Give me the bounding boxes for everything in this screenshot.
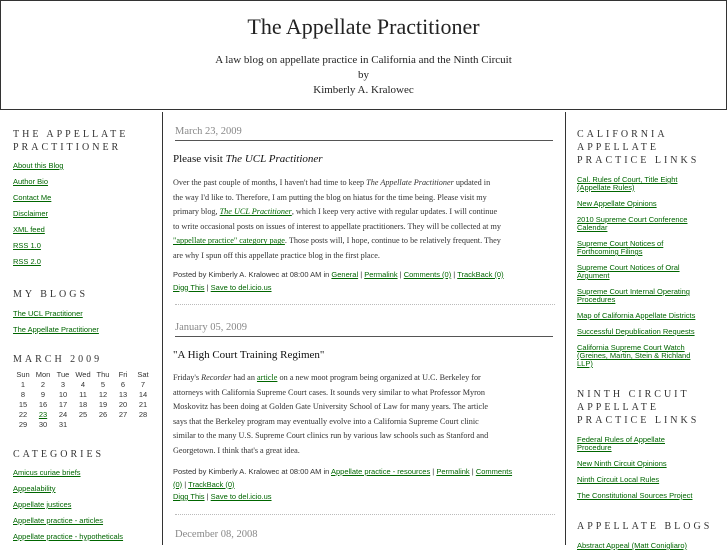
calendar-day: 22	[18, 409, 28, 419]
link-item[interactable]: Successful Depublication Requests	[577, 327, 695, 336]
sidebar-section-ninth-circuit-links	[577, 388, 719, 508]
post-category-link[interactable]: General	[331, 270, 359, 279]
calendar-day: 3	[60, 379, 66, 389]
post-footer: Posted by Kimberly A. Kralowec at 08:00 AM in General | Permalink | Comments (0) | TrackBack (0) Digg This | Save to del.icio.us	[173, 270, 504, 292]
sidebar-heading: APPELLATE BLOGS	[577, 521, 713, 532]
category-item[interactable]: Appealability	[13, 484, 56, 493]
post-separator	[175, 514, 555, 515]
link-item[interactable]: Supreme Court Internal Operating Procedures	[577, 287, 690, 304]
weekday: Sat	[137, 369, 149, 379]
weekday: Thu	[96, 369, 110, 379]
calendar-day: 15	[18, 399, 28, 409]
calendar-weekdays	[13, 369, 153, 379]
weekday: Fri	[118, 369, 128, 379]
calendar-day: 27	[118, 409, 128, 419]
sidebar-item-about[interactable]: About this Blog	[13, 161, 64, 170]
sidebar-section-categories	[13, 448, 153, 549]
sidebar-section-my-blogs	[13, 288, 153, 342]
post-footer: Posted by Kimberly A. Kralowec at 08:00 AM in Appellate practice - resources | Permalink | Comments (0) | TrackBack (0) Digg This | Save to del.icio.us	[173, 467, 513, 501]
calendar-title: MARCH 2009	[13, 354, 103, 365]
link-item[interactable]: Federal Rules of Appellate Procedure	[577, 435, 665, 452]
link-item[interactable]: The Constitutional Sources Project	[577, 491, 693, 500]
blog-tagline: A law blog on appellate practice in California and the Ninth Circuit	[215, 54, 512, 66]
post-category-link[interactable]: Appellate practice - resources	[331, 467, 431, 476]
sidebar-item-appellate-practitioner[interactable]: The Appellate Practitioner	[13, 325, 99, 334]
delicious-link[interactable]: Save to del.icio.us	[210, 282, 272, 292]
sidebar-section-appellate-practitioner	[13, 128, 153, 274]
calendar-day-link[interactable]: 23	[38, 409, 48, 419]
sidebar-item-contact[interactable]: Contact Me	[13, 193, 52, 202]
calendar-week	[13, 409, 153, 419]
post-title[interactable]: "A High Court Training Regimen"	[173, 349, 325, 361]
post-date: January 05, 2009	[175, 322, 553, 337]
calendar-day	[93, 419, 113, 429]
link-item[interactable]: New Ninth Circuit Opinions	[577, 459, 667, 468]
link-item[interactable]: Supreme Court Notices of Forthcoming Filings	[577, 239, 664, 256]
calendar-week	[13, 419, 153, 429]
calendar-day: 19	[98, 399, 108, 409]
sidebar-heading: NINTH CIRCUIT APPELLATE PRACTICE LINKS	[577, 389, 700, 426]
sidebar-heading: THE APPELLATE PRACTITIONER	[13, 129, 129, 153]
comments-link[interactable]: Comments	[475, 467, 513, 476]
link-item[interactable]: Ninth Circuit Local Rules	[577, 475, 660, 484]
blog-author: Kimberly A. Kralowec	[313, 84, 414, 96]
post-body: Friday's Recorder had an article on a new moot program being organized at U.C. Berkeley for attorneys with California Supreme Court cases. It sounds very similar to what Professor Myron Moskovitz has been doing at Golden Gate University School of Law for many years. The article says that the Berkeley program may eventually evolve into a California Supreme Court clinic similar to the many U.S. Supreme Court clinics run by various law schools such as Stanford and Georgetown. I think that's a great idea.	[173, 373, 489, 455]
digg-link[interactable]: Digg This	[173, 282, 205, 292]
sidebar-item-rss-1[interactable]: RSS 1.0	[13, 241, 41, 250]
calendar-day: 8	[20, 389, 26, 399]
calendar-day: 17	[58, 399, 68, 409]
calendar-day: 4	[80, 379, 86, 389]
calendar-day: 16	[38, 399, 48, 409]
main-content	[163, 112, 564, 545]
calendar-day: 2	[40, 379, 46, 389]
blog-title[interactable]: The Appellate Practitioner	[247, 14, 480, 39]
calendar-day: 31	[58, 419, 68, 429]
category-item[interactable]: Appellate practice - articles	[13, 516, 104, 525]
blog-by: by	[358, 69, 369, 81]
permalink[interactable]: Permalink	[436, 467, 470, 476]
blog-header	[0, 0, 727, 110]
post-separator	[175, 304, 555, 305]
calendar-day: 11	[79, 389, 87, 399]
calendar-day: 26	[98, 409, 108, 419]
digg-link[interactable]: Digg This	[173, 492, 205, 501]
calendar-day: 6	[120, 379, 126, 389]
calendar-day	[73, 419, 93, 429]
post-title[interactable]: Please visit The UCL Practitioner	[173, 153, 323, 165]
sidebar-section-california-links	[577, 128, 719, 376]
sidebar-item-disclaimer[interactable]: Disclaimer	[13, 209, 49, 218]
trackback-link[interactable]: TrackBack (0)	[457, 270, 504, 279]
calendar-day: 30	[38, 419, 48, 429]
category-item[interactable]: Amicus curiae briefs	[13, 468, 81, 477]
calendar-day: 21	[138, 399, 148, 409]
category-item[interactable]: Appellate justices	[13, 500, 72, 509]
weekday: Sun	[16, 369, 30, 379]
sidebar-section-appellate-blogs	[577, 520, 719, 550]
calendar-day: 28	[138, 409, 148, 419]
calendar-day: 24	[58, 409, 68, 419]
link-item[interactable]: California Supreme Court Watch (Greines, Martin, Stein & Richland LLP)	[577, 343, 691, 368]
calendar-day: 13	[118, 389, 128, 399]
calendar-week	[13, 379, 153, 389]
post-date: March 23, 2009	[175, 126, 553, 141]
article-link[interactable]: article	[256, 373, 278, 382]
trackback-link[interactable]: TrackBack (0)	[188, 479, 235, 489]
link-item[interactable]: Cal. Rules of Court, Title Eight (Appellate Rules)	[577, 175, 678, 192]
calendar-day: 18	[78, 399, 88, 409]
category-page-link[interactable]: "appellate practice" category page	[173, 236, 285, 246]
calendar-day: 10	[58, 389, 68, 399]
calendar-day: 7	[140, 379, 146, 389]
calendar-day	[113, 419, 133, 429]
sidebar-heading: CATEGORIES	[13, 449, 105, 460]
sidebar-heading: CALIFORNIA APPELLATE PRACTICE LINKS	[577, 129, 700, 166]
calendar-day	[133, 419, 153, 429]
sidebar-item-author-bio[interactable]: Author Bio	[13, 177, 49, 186]
sidebar-item-xml-feed[interactable]: XML feed	[13, 225, 45, 234]
calendar-day: 20	[118, 399, 128, 409]
calendar-day: 5	[100, 379, 106, 389]
link-item[interactable]: 2010 Supreme Court Conference Calendar	[577, 215, 688, 232]
link-item[interactable]: Supreme Court Notices of Oral Argument	[577, 263, 680, 280]
right-sidebar	[565, 112, 727, 550]
weekday: Tue	[56, 369, 70, 379]
sidebar-heading: MY BLOGS	[13, 289, 89, 300]
sidebar-item-rss-2[interactable]: RSS 2.0	[13, 257, 41, 266]
weekday: Mon	[35, 369, 51, 379]
post-body: Over the past couple of months, I haven't had time to keep The Appellate Practitioner updated in the way I'd like to. Therefore, I am putting the blog on hiatus for the time being. Please visit my primary blog, The UCL Practitioner, which I keep very active with regular updates. I will continue to write occasional posts on issues of interest to appellate practitioners. They will be collected at my "appellate practice" category page. Those posts will, I hope, continue to be relatively frequent. They are why I spun off this appellate practice blog in the first place.	[173, 178, 501, 260]
calendar-week	[13, 399, 153, 409]
blog-description	[1, 53, 726, 98]
comments-link[interactable]: Comments (0)	[403, 270, 452, 279]
comments-count-link[interactable]: (0)	[173, 479, 183, 489]
weekday: Wed	[75, 369, 91, 379]
calendar-day: 12	[98, 389, 108, 399]
calendar-day: 29	[18, 419, 28, 429]
ucl-practitioner-link[interactable]: The UCL Practitioner	[219, 207, 292, 217]
link-item[interactable]: Map of California Appellate Districts	[577, 311, 696, 320]
calendar-day: 14	[138, 389, 148, 399]
post-date: December 08, 2008	[175, 529, 258, 540]
permalink[interactable]: Permalink	[364, 270, 398, 279]
link-item[interactable]: New Appellate Opinions	[577, 199, 657, 208]
calendar-day: 9	[40, 389, 46, 399]
sidebar-item-ucl-practitioner[interactable]: The UCL Practitioner	[13, 309, 83, 318]
calendar-day: 1	[20, 379, 26, 389]
link-item[interactable]: Abstract Appeal (Matt Conigliaro)	[577, 541, 688, 550]
calendar-day: 25	[78, 409, 88, 419]
calendar	[13, 369, 153, 429]
delicious-link[interactable]: Save to del.icio.us	[210, 492, 272, 501]
calendar-week	[13, 389, 153, 399]
category-item[interactable]: Appellate practice - hypotheticals	[13, 532, 124, 541]
